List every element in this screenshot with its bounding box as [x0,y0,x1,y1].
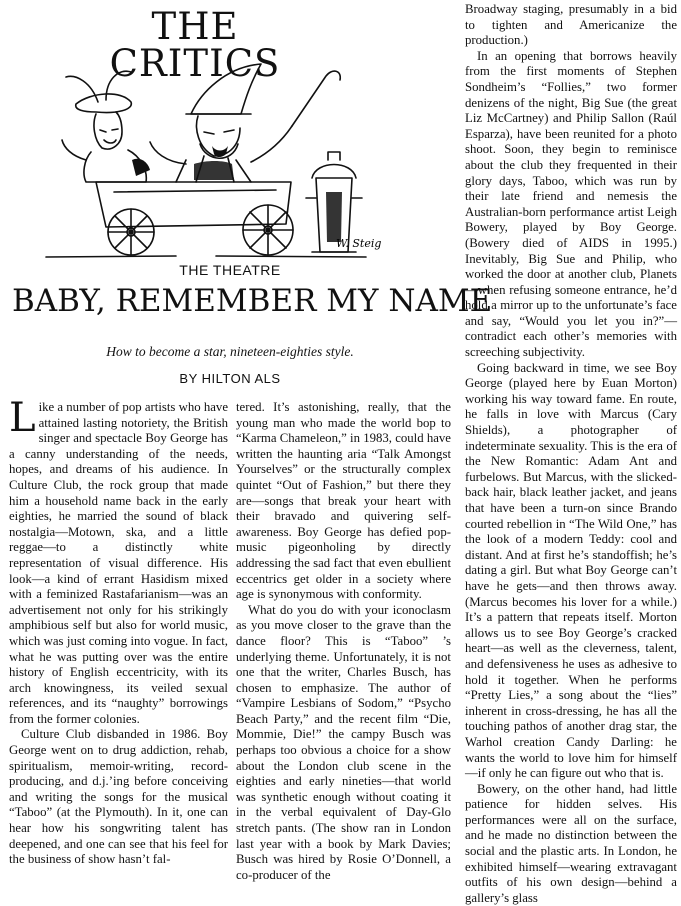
cartoon-illustration [36,52,382,267]
article-paragraph: tered. It’s astonishing, really, that the young man who made the world bop to “Karma Chameleon,” in 1983, could have written the haunting aria “Talk Amongst Yourselves” or the structurally complex quintet “Out of Fashion,” but there they are—songs that break your heart with their bravado and quivering self-awareness. Boy George has defied pop-music pigeonholing by directly addressing the sad fact that even ebullient eccentrics get older in a society where age is synonymous with conformity. [236,400,451,602]
article-paragraph [9,395,228,727]
article-kicker: THE THEATRE [179,262,281,278]
paragraph-text: ike a number of pop artists who have attained lasting notoriety, the British singer and spectacle Boy George has a canny understanding of the needs, hopes, and dreams of his audience. In Culture Club, the rock group that made him a household name back in the early eighties, he married the sound of black nostalgia—Motown, ska, and a little reggae—to a distinctly white representation of visual difference. His look—a kind of errant Hasidism mixed with a feminized Rastafarianism—was an advertisement not only for his strikingly amphibious self but also for world music, which was just coming into vogue. In fact, what he was putting over was the entire history of English eccentricity, with its arch knowingness, its veiled sexual references, and its “naughty” borrowings from the former colonies. [9,400,228,726]
section-title: THE CRITICS [109,5,281,85]
article-paragraph: Broadway staging, presumably in a bid to tighten and Americanize the production.) [465,2,677,48]
article-headline: BABY, REMEMBER MY NAME [12,283,493,319]
article-column-3 [465,2,677,905]
article-subhead: How to become a star, nineteen-eighties style. [106,344,354,359]
article-paragraph: In an opening that borrows heavily from the first moments of Stephen Sondheim’s “Follies,” two former denizens of the night, Big Sue (the great Liz McCartney) and Philip Sallon (Raúl Esparza), have been reunited for a photo shoot. Soon, they begin to reminisce about the club they frequented in their glory days, Taboo, which was run by their late friend and nemesis the Australian-born performance artist Leigh Bowery, played by Boy George. (Bowery died of AIDS in 1995.) Inevitably, Big Sue and Philip, who worked the door at another club, Planets—when refusing someone entrance, he’d hold a mirror up to the unfortunate’s face and say, “Would you let you in?”—contradict each other’s memories with screeching subjectivity. [465,48,677,360]
article-column-2 [236,400,451,885]
article-byline: BY HILTON ALS [179,371,281,386]
article-paragraph: Going backward in time, we see Boy George (played here by Euan Morton) working his way toward fame. En route, he falls in love with Marcus (Cary Shields), a photographer of indeterminate sexuality. This is the era of the New Romantic: Adam Ant and furbelows. But Marcus, with the slicked-back hair, black leather jacket, and jeans that have been a turn-on since Brando courted rebellion in “The Wild One,” has the look of a modern Teddy: cool and distant. And at first he’s standoffish; he’s dating a girl. But what Boy George can’t have he gets—and then throws away. (Marcus becomes his lover for a while.) It’s a pattern that repeats itself. Morton allows us to see Boy George’s cracked heart—as well as the cleverness, talent, and defensiveness he uses as adhesive to hold it together. When he performs “Pretty Lies,” a song about the “lies” inherent in cross-dressing, he has all the touching pathos of another drag star, the Warhol creation Candy Darling: he wants the world to love him for himself—if only he can figure out who that is. [465,360,677,781]
article-column-1 [9,395,228,885]
article-paragraph: What do you do with your iconoclasm as you move closer to the grave than the dance floor? This is “Taboo” ’s underlying theme. Unfortunately, it is not one that the writer, Charles Busch, has chosen to emphasize. The author of “Vampire Lesbians of Sodom,” “Psycho Beach Party,” and the recent film “Die, Mommie, Die!” the campy Busch was perhaps too obvious a choice for a show about the London club scene in the eighties and early nineties—that world was synthetic enough without coating it in the verbal equivalent of Day-Glo stretch pants. (The show ran in London last year with a book by Mark Davies; Busch was hired by Rosie O’Donnell, a co-producer of the [236,602,451,882]
artist-signature: W. Steig [336,237,382,250]
article-paragraph: Bowery, on the other hand, had little patience for hidden selves. His performances were all on the surface, and he made no distinction between the social and the plastic arts. In London, he exhibited himself—wearing extravagant outfits of his own design—behind a gallery’s glass [465,781,677,905]
drop-cap: L [9,395,36,441]
article-paragraph: Culture Club disbanded in 1986. Boy George went on to drug addiction, rehab, spiritualism, memoir-writing, record-producing, and d.j.’ing before conceiving and writing the songs for the musical “Taboo” (at the Plymouth). In it, one can hear how his songwriting talent has deepened, and one can see that his feel for the business of show hasn’t fal- [9,727,228,867]
